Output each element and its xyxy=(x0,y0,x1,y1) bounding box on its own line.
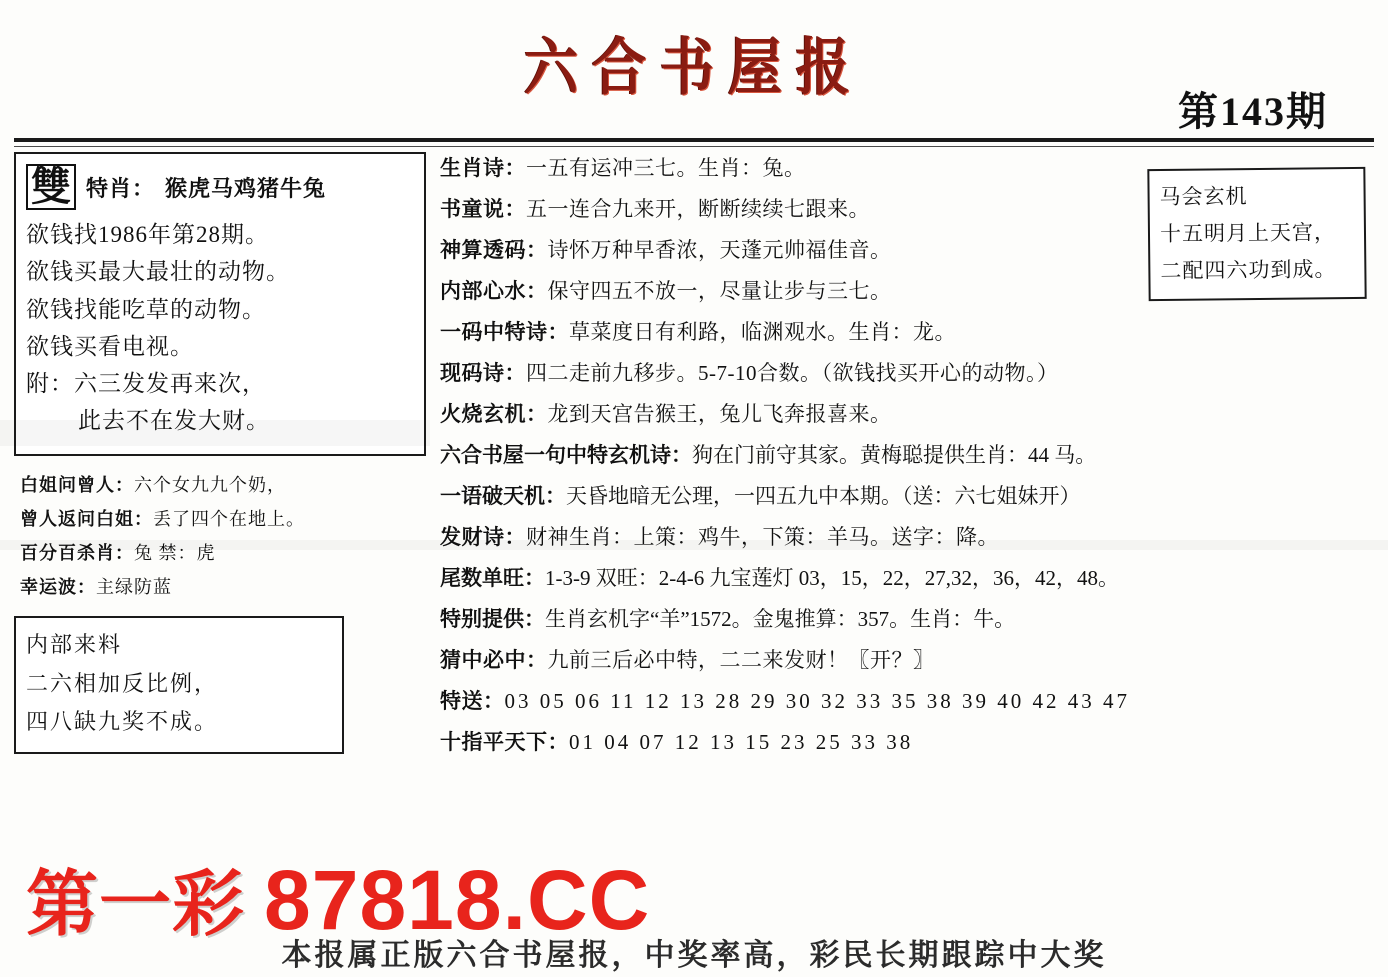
verse-key-1: 生肖诗： xyxy=(440,156,526,180)
verse-key-5: 一码中特诗： xyxy=(440,320,569,344)
issue-number: 第143期 xyxy=(1178,89,1328,134)
inside-info-line-1: 二六相加反比例， xyxy=(26,670,219,696)
left-line-3: 欲钱找能吃草的动物。 xyxy=(26,296,266,322)
header-divider-thin xyxy=(14,146,1374,147)
verse-text-2: 五一连合九来开，断断续续七跟来。 xyxy=(526,197,870,221)
special-animals: 猴虎马鸡猪牛兔 xyxy=(165,175,327,201)
horse-club-line-2: 二配四六功到成。 xyxy=(1160,256,1337,283)
left-line-4: 欲钱买看电视。 xyxy=(26,333,194,359)
verse-text-6: 四二走前九移步。5-7-10合数。（欲钱找买开心的动物。） xyxy=(526,361,1059,385)
mid-text-3: 兔 禁：虎 xyxy=(134,542,216,563)
header-divider xyxy=(14,138,1374,142)
verse-key-10: 发财诗： xyxy=(440,525,526,549)
mid-key-3: 百分百杀肖： xyxy=(20,542,134,563)
mid-text-2: 丢了四个在地上。 xyxy=(153,508,305,529)
ten-fingers-key: 十指平天下： xyxy=(440,730,569,754)
special-send-line xyxy=(440,691,1140,712)
mid-text-4: 主绿防蓝 xyxy=(96,577,172,598)
verse-line-1 xyxy=(440,158,1140,179)
mid-line-4 xyxy=(20,570,420,604)
appendix-label: 附： xyxy=(26,371,74,396)
left-top-box xyxy=(14,152,426,456)
verse-text-13: 九前三后必中特，二二来发财！〖开？〗 xyxy=(547,648,935,672)
verse-text-5: 草菜度日有利路，临渊观水。生肖：龙。 xyxy=(569,320,956,344)
verse-line-3 xyxy=(440,240,1140,261)
special-send-key: 特送： xyxy=(440,689,505,713)
verse-line-8 xyxy=(440,445,1140,466)
verse-text-4: 保守四五不放一，尽量让步与三七。 xyxy=(547,279,892,303)
horse-club-title: 马会玄机 xyxy=(1159,184,1248,210)
left-line-1: 欲钱找1986年第28期。 xyxy=(26,222,269,247)
mid-key-2: 曾人返问白姐： xyxy=(20,508,153,529)
watermark-brand: 第一彩 xyxy=(26,865,246,945)
verse-line-11 xyxy=(440,568,1140,589)
verse-text-10: 财神生肖：上策：鸡牛，下策：羊马。送字：降。 xyxy=(526,525,999,549)
mid-line-1 xyxy=(20,468,420,502)
watermark-domain: 87818.CC xyxy=(264,853,651,947)
verse-text-7: 龙到天宫告猴王，兔儿飞奔报喜来。 xyxy=(547,402,892,426)
verse-text-9: 天昏地暗无公理，一四五九中本期。（送：六七姐妹开） xyxy=(566,484,1081,508)
verse-line-2 xyxy=(440,199,1140,220)
verse-key-7: 火烧玄机： xyxy=(440,402,548,426)
verse-line-13 xyxy=(440,650,1140,671)
verse-key-8: 六合书屋一句中特玄机诗： xyxy=(440,443,692,467)
verse-text-11: 1-3-9 双旺：2-4-6 九宝莲灯 03，15，22，27,32，36，42，48。 xyxy=(545,566,1119,590)
verse-key-2: 书童说： xyxy=(440,197,526,221)
left-bottom-box xyxy=(14,616,344,754)
footer-text: 本报属正版六合书屋报，中奖率高，彩民长期跟踪中大奖 xyxy=(281,939,1107,972)
appendix-line-1 xyxy=(26,365,414,402)
verse-line-7 xyxy=(440,404,1140,425)
left-column xyxy=(14,152,426,754)
appendix-text-1: 六三发发再来次， xyxy=(74,371,266,396)
verse-line-12 xyxy=(440,609,1140,630)
verse-key-12: 特别提供： xyxy=(440,607,545,631)
verse-text-3: 诗怀万种早香浓，天蓬元帅福佳音。 xyxy=(547,238,892,262)
verse-line-5 xyxy=(440,322,1140,343)
ten-fingers-line xyxy=(440,732,1140,753)
verse-key-6: 现码诗： xyxy=(440,361,526,385)
left-line-2: 欲钱买最大最壮的动物。 xyxy=(26,259,290,285)
verse-key-4: 内部心水： xyxy=(440,279,548,303)
verse-text-8: 狗在门前守其家。黄梅聪提供生肖：44 马。 xyxy=(692,443,1097,467)
verse-key-11: 尾数单旺： xyxy=(440,566,545,590)
verse-key-13: 猜中必中： xyxy=(440,648,548,672)
verse-key-9: 一语破天机： xyxy=(440,484,566,508)
inside-info-title: 内部来料 xyxy=(26,632,123,658)
verse-line-9 xyxy=(440,486,1140,507)
mid-line-3 xyxy=(20,536,420,570)
verse-text-12: 生肖玄机字“羊”1572。金鬼推算：357。生肖：牛。 xyxy=(545,607,1016,631)
shuang-badge: 雙 xyxy=(26,164,76,210)
mid-line-2 xyxy=(20,502,420,536)
verse-line-6 xyxy=(440,363,1140,384)
mid-text-1: 六个女九九个奶， xyxy=(134,474,286,495)
appendix-line-2: 此去不在发大财。 xyxy=(78,408,270,434)
page-title: 六合书屋报 xyxy=(524,33,864,103)
verse-line-10 xyxy=(440,527,1140,548)
verse-text-1: 一五有运冲三七。生肖：兔。 xyxy=(526,156,806,180)
left-mid-block xyxy=(14,464,426,609)
horse-club-box xyxy=(1147,167,1366,302)
mid-key-1: 白姐问曾人： xyxy=(20,474,134,495)
verse-key-3: 神算透码： xyxy=(440,238,548,262)
mid-key-4: 幸运波： xyxy=(20,577,96,598)
verse-line-4 xyxy=(440,281,1140,302)
ten-fingers-numbers: 01 04 07 12 13 15 23 25 33 38 xyxy=(569,730,914,754)
special-send-numbers: 03 05 06 11 12 13 28 29 30 32 33 35 38 39 40 42 43 47 xyxy=(504,689,1130,713)
special-animal-row xyxy=(26,164,414,210)
center-column xyxy=(440,158,1140,773)
horse-club-line-1: 十五明月上天宫， xyxy=(1159,219,1337,246)
special-label: 特肖： xyxy=(86,175,156,201)
inside-info-line-2: 四八缺九奖不成。 xyxy=(26,709,219,735)
